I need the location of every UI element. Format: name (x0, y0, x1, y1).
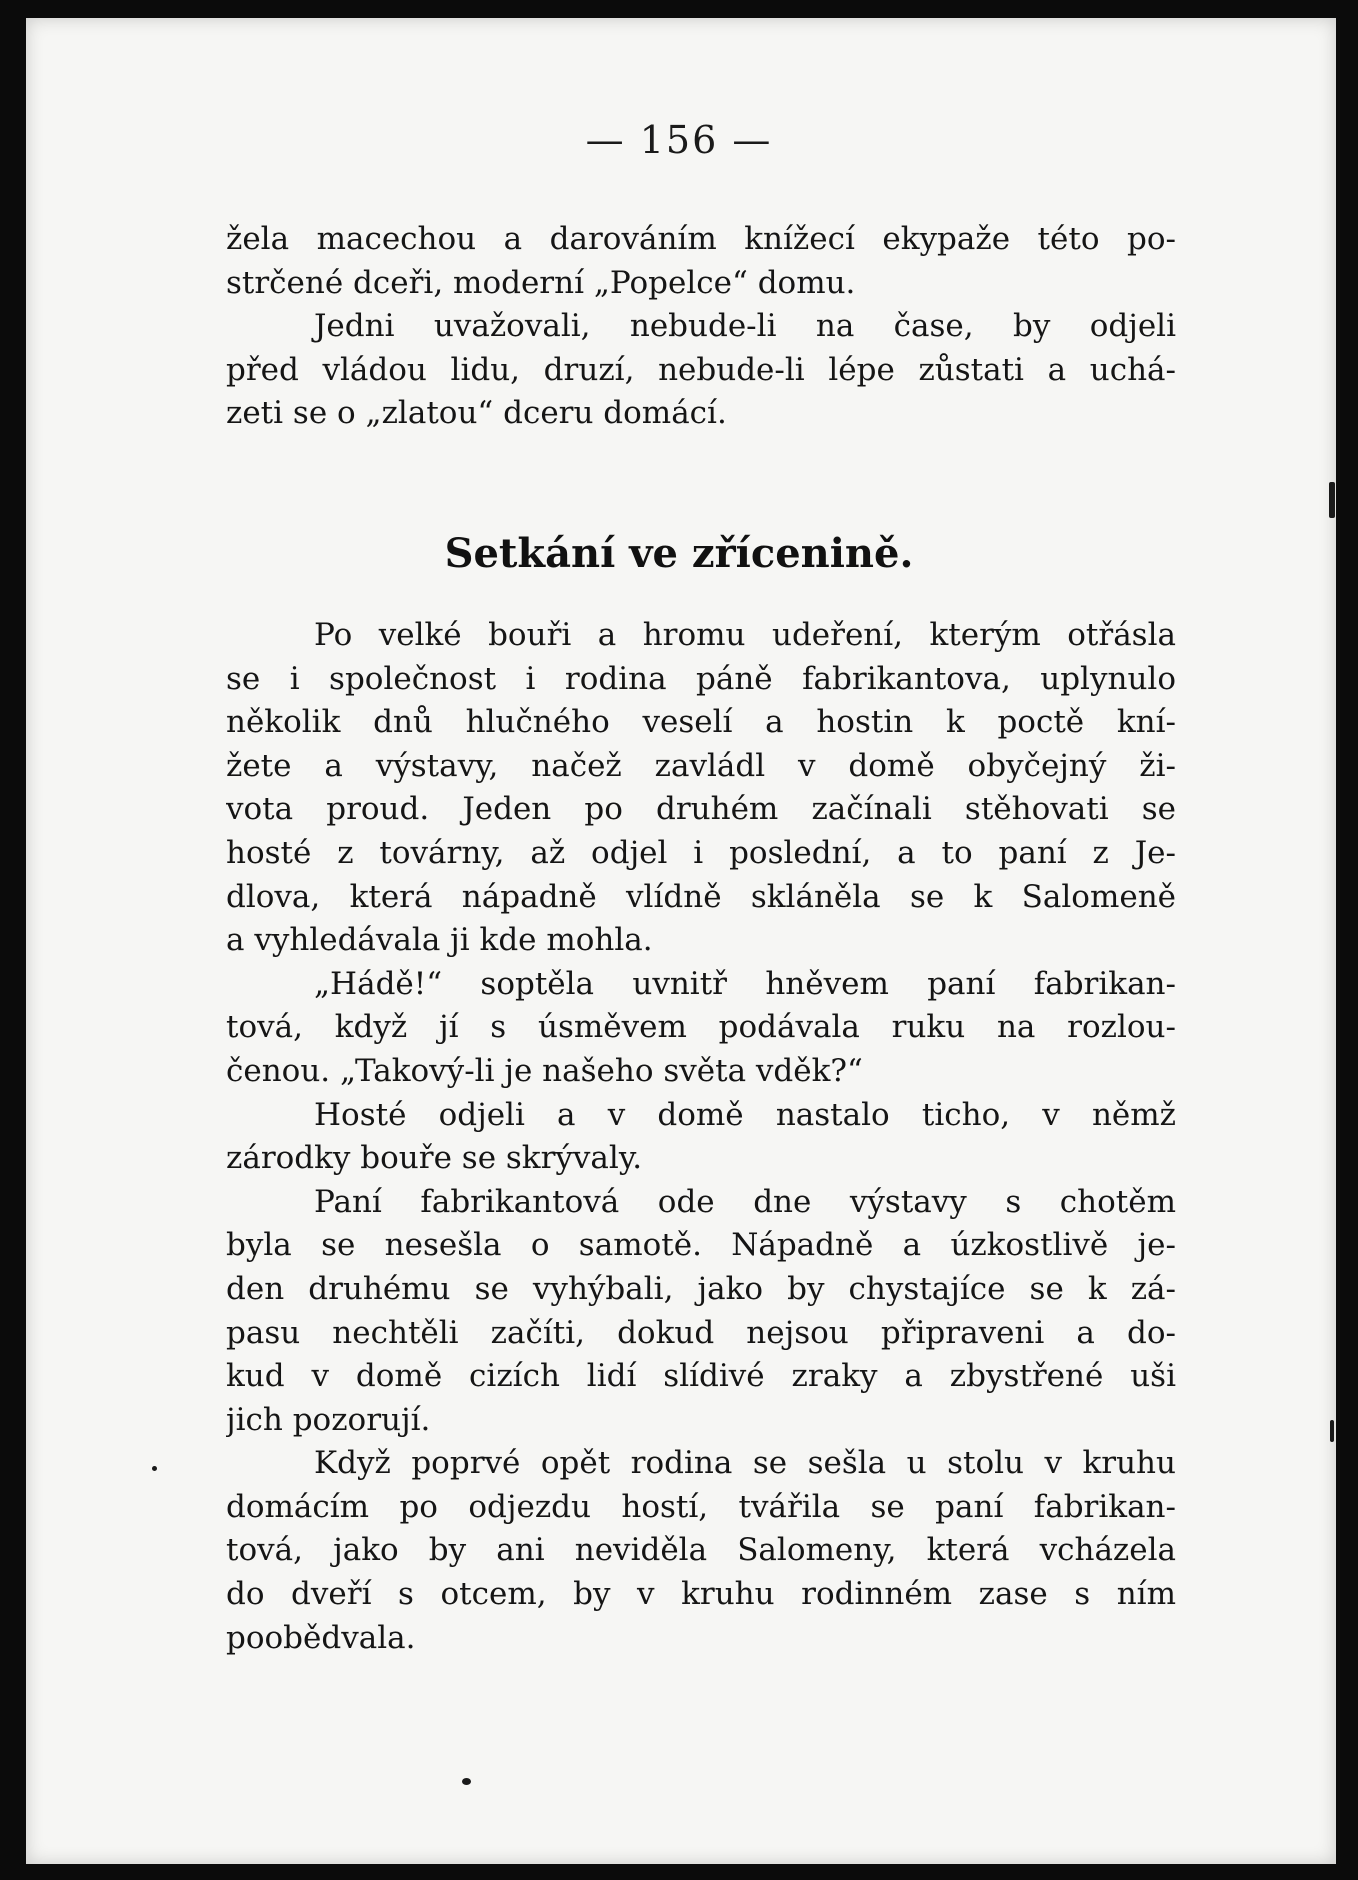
ink-speck (1330, 1420, 1334, 1442)
text-line: tová, když jí s úsměvem podávala ruku na rozlou- (226, 1009, 1176, 1046)
ink-speck (462, 1778, 471, 1785)
text-line: před vládou lidu, druzí, nebude-li lépe zůstati a uchá- (226, 351, 1176, 388)
text-line: Po velké bouři a hromu udeření, kterým otřásla (314, 617, 1176, 653)
text-line: Když poprvé opět rodina se sešla u stolu v kruhu (314, 1445, 1176, 1482)
section-heading: Setkání ve zřícenině. (444, 530, 914, 577)
paragraph-block-main (226, 614, 1176, 1660)
text-line: Jedni uvažovali, nebude-li na čase, by odjeli (314, 308, 1176, 345)
text-line: dlova, která nápadně vlídně skláněla se k Salomeně (226, 878, 1176, 915)
text-line: do dveří s otcem, by v kruhu rodinném zase s ním (226, 1576, 1176, 1613)
text-line: zeti se o „zlatou“ dceru domácí. (226, 395, 727, 432)
text-line: pasu nechtěli začíti, dokud nejsou připraveni a do- (226, 1314, 1176, 1351)
page-number: — 156 — (585, 118, 773, 162)
text-line: jich pozorují. (226, 1401, 431, 1438)
text-line: hosté z továrny, až odjel i poslední, a to paní z Je- (226, 834, 1176, 871)
text-line: „Hádě!“ soptěla uvnitř hněvem paní fabrikan- (314, 965, 1176, 1002)
text-line: zárodky bouře se skrývaly. (226, 1140, 643, 1177)
text-line: poobědvala. (226, 1619, 416, 1656)
text-line: několik dnů hlučného veselí a hostin k poctě kní- (226, 704, 1176, 741)
paragraph-block-top (226, 218, 1176, 436)
text-line: se i společnost i rodina páně fabrikantova, uplynulo (226, 660, 1176, 697)
text-line: čenou. „Takový-li je našeho světa vděk?“ (226, 1052, 863, 1089)
ink-speck (1329, 482, 1335, 518)
text-line: tová, jako by ani neviděla Salomeny, která vcházela (226, 1532, 1176, 1569)
text-line: Hosté odjeli a v domě nastalo ticho, v němž (314, 1096, 1176, 1133)
text-line: strčené dceři, moderní „Popelce“ domu. (226, 264, 856, 301)
text-line: žela macechou a darováním knížecí ekypaže této po- (226, 221, 1176, 257)
text-line: kud v domě cizích lidí slídivé zraky a zbystřené uši (226, 1358, 1176, 1395)
text-line: den druhému se vyhýbali, jako by chystajíce se k zá- (226, 1270, 1176, 1307)
text-line: byla se nesešla o samotě. Nápadně a úzkostlivě je- (226, 1227, 1176, 1264)
text-line: domácím po odjezdu hostí, tvářila se paní fabrikan- (226, 1488, 1176, 1525)
text-line: a vyhledávala ji kde mohla. (226, 922, 653, 959)
text-line: žete a výstavy, načež zavládl v domě obyčejný ži- (226, 747, 1176, 784)
text-line: Paní fabrikantová ode dne výstavy s chotěm (314, 1183, 1176, 1220)
ink-speck (152, 1466, 157, 1471)
text-line: vota proud. Jeden po druhém začínali stěhovati se (226, 791, 1176, 828)
